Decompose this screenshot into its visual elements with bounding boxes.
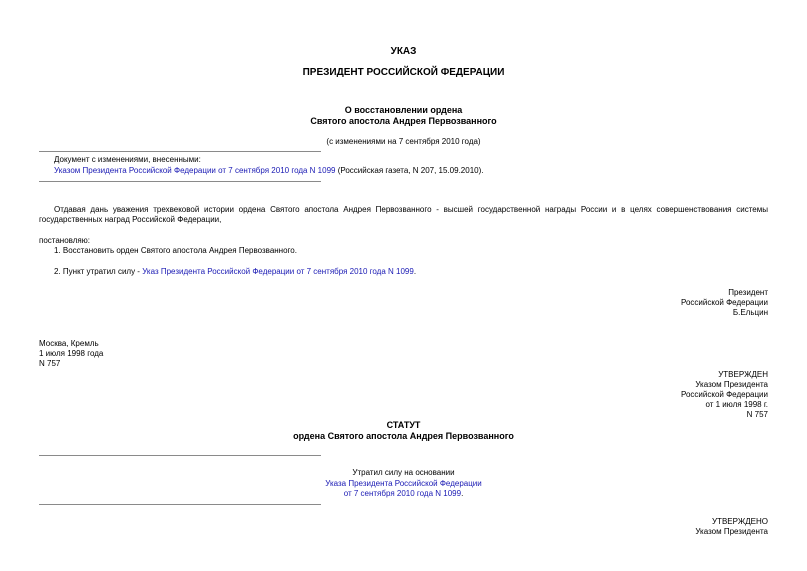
void-link-line-2 xyxy=(0,489,807,499)
item-2-prefix: 2. Пункт утратил силу - xyxy=(54,267,143,276)
approval1-line-2: Указом Президента xyxy=(695,380,768,389)
date: 1 июля 1998 года xyxy=(39,349,104,358)
place: Москва, Кремль xyxy=(39,339,99,348)
item-2-link[interactable]: Указ Президента Российской Федерации от 7 сентября 2010 года N 1099 xyxy=(142,267,414,276)
void-link-line-1 xyxy=(0,479,807,489)
statute-subtitle: ордена Святого апостола Андрея Первозванного xyxy=(293,431,514,441)
divider-bottom xyxy=(39,181,321,182)
approval1-line-5: N 757 xyxy=(746,410,768,419)
divider-top xyxy=(39,151,321,152)
amendment-suffix: (Российская газета, N 207, 15.09.2010). xyxy=(335,166,484,175)
void-link-1[interactable]: Указа Президента Российской Федерации xyxy=(325,479,482,488)
approval1-line-4: от 1 июля 1998 г. xyxy=(705,400,768,409)
decree-word: постановляю: xyxy=(39,236,90,245)
amendments-label: Документ с изменениями, внесенными: xyxy=(54,155,201,164)
amendment-link[interactable]: Указом Президента Российской Федерации от 7 сентября 2010 года N 1099 xyxy=(54,166,336,175)
item-1: 1. Восстановить орден Святого апостола Андрея Первозванного. xyxy=(54,246,297,255)
statute-divider-top xyxy=(39,455,321,456)
signature-line-3: Б.Ельцин xyxy=(732,308,768,317)
amendments-line xyxy=(54,166,483,176)
signature-line-2: Российской Федерации xyxy=(681,298,768,307)
subject-line-1: О восстановлении ордена xyxy=(344,105,463,115)
item-2-suffix: . xyxy=(413,267,417,276)
statute-divider-bottom xyxy=(39,504,321,505)
approval2-line-2: Указом Президента xyxy=(695,527,768,536)
void-suffix: . xyxy=(461,489,464,498)
amended-note: (с изменениями на 7 сентября 2010 года) xyxy=(326,137,481,146)
item-2 xyxy=(54,267,416,277)
subject-line-2: Святого апостола Андрея Первозванного xyxy=(310,116,497,126)
issuer-title: ПРЕЗИДЕНТ РОССИЙСКОЙ ФЕДЕРАЦИИ xyxy=(302,67,505,78)
void-link-2[interactable]: от 7 сентября 2010 года N 1099 xyxy=(343,489,462,498)
signature-line-1: Президент xyxy=(728,288,768,297)
approval1-line-1: УТВЕРЖДЕН xyxy=(718,370,768,379)
approval2-line-1: УТВЕРЖДЕНО xyxy=(711,517,768,526)
void-label: Утратил силу на основании xyxy=(352,468,455,477)
decree-number: N 757 xyxy=(39,359,61,368)
preamble-paragraph: Отдавая дань уважения трехвековой истории ордена Святого апостола Андрея Первозванного - высшей государственной награды России и в целях совершенствования системы государственных наград Российской Федерации, xyxy=(39,205,768,224)
statute-title: СТАТУТ xyxy=(386,420,421,430)
document-type-title: УКАЗ xyxy=(390,46,417,57)
approval1-line-3: Российской Федерации xyxy=(681,390,768,399)
